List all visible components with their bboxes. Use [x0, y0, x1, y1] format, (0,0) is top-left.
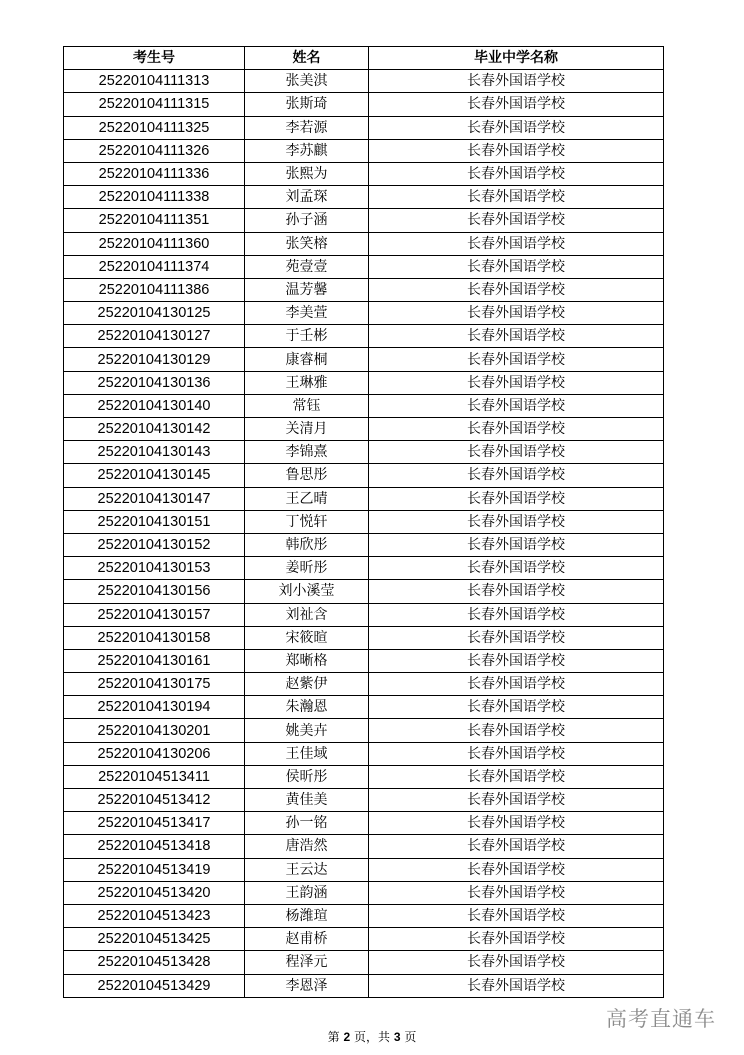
footer-page-number: 2 — [343, 1030, 351, 1044]
cell-student-id: 25220104111326 — [64, 139, 245, 162]
cell-school: 长春外国语学校 — [369, 209, 664, 232]
table-row — [64, 719, 664, 742]
cell-student-id: 25220104513412 — [64, 789, 245, 812]
cell-school: 长春外国语学校 — [369, 951, 664, 974]
cell-name: 温芳馨 — [245, 278, 369, 301]
roster-body — [64, 70, 664, 998]
cell-name: 张熙为 — [245, 162, 369, 185]
cell-student-id: 25220104513420 — [64, 881, 245, 904]
cell-student-id: 25220104130152 — [64, 533, 245, 556]
cell-student-id: 25220104513429 — [64, 974, 245, 997]
cell-name: 李若源 — [245, 116, 369, 139]
cell-student-id: 25220104130206 — [64, 742, 245, 765]
cell-student-id: 25220104111315 — [64, 93, 245, 116]
cell-school: 长春外国语学校 — [369, 974, 664, 997]
cell-school: 长春外国语学校 — [369, 348, 664, 371]
cell-student-id: 25220104130157 — [64, 603, 245, 626]
cell-name: 刘小溪莹 — [245, 580, 369, 603]
cell-school: 长春外国语学校 — [369, 765, 664, 788]
cell-school: 长春外国语学校 — [369, 673, 664, 696]
table-row — [64, 348, 664, 371]
header-row — [64, 47, 664, 70]
cell-student-id: 25220104130161 — [64, 649, 245, 672]
cell-school: 长春外国语学校 — [369, 93, 664, 116]
footer-suffix: 页 — [404, 1030, 417, 1044]
cell-student-id: 25220104130156 — [64, 580, 245, 603]
table-row — [64, 139, 664, 162]
cell-name: 韩欣彤 — [245, 533, 369, 556]
cell-name: 赵甫桥 — [245, 928, 369, 951]
cell-student-id: 25220104111374 — [64, 255, 245, 278]
cell-school: 长春外国语学校 — [369, 441, 664, 464]
cell-school: 长春外国语学校 — [369, 580, 664, 603]
table-row — [64, 649, 664, 672]
table-row — [64, 70, 664, 93]
cell-school: 长春外国语学校 — [369, 812, 664, 835]
cell-school: 长春外国语学校 — [369, 255, 664, 278]
table-row — [64, 325, 664, 348]
cell-name: 康睿桐 — [245, 348, 369, 371]
table-row — [64, 974, 664, 997]
cell-school: 长春外国语学校 — [369, 394, 664, 417]
cell-student-id: 25220104130175 — [64, 673, 245, 696]
cell-school: 长春外国语学校 — [369, 557, 664, 580]
table-row — [64, 928, 664, 951]
table-row — [64, 626, 664, 649]
cell-name: 孙一铭 — [245, 812, 369, 835]
cell-name: 丁悦轩 — [245, 510, 369, 533]
cell-school: 长春外国语学校 — [369, 162, 664, 185]
table-row — [64, 533, 664, 556]
header-student-id: 考生号 — [64, 47, 245, 70]
watermark: 高考直通车 — [606, 1007, 716, 1031]
table-row — [64, 116, 664, 139]
cell-student-id: 25220104130142 — [64, 418, 245, 441]
cell-name: 刘孟琛 — [245, 186, 369, 209]
cell-name: 王琳雅 — [245, 371, 369, 394]
table-row — [64, 904, 664, 927]
cell-name: 赵紫伊 — [245, 673, 369, 696]
cell-name: 姜昕彤 — [245, 557, 369, 580]
cell-name: 张斯琦 — [245, 93, 369, 116]
cell-school: 长春外国语学校 — [369, 487, 664, 510]
table-row — [64, 394, 664, 417]
cell-school: 长春外国语学校 — [369, 881, 664, 904]
cell-school: 长春外国语学校 — [369, 186, 664, 209]
cell-school: 长春外国语学校 — [369, 510, 664, 533]
cell-student-id: 25220104513425 — [64, 928, 245, 951]
table-row — [64, 696, 664, 719]
table-row — [64, 835, 664, 858]
cell-student-id: 25220104130127 — [64, 325, 245, 348]
cell-school: 长春外国语学校 — [369, 649, 664, 672]
cell-school: 长春外国语学校 — [369, 70, 664, 93]
cell-name: 李锦熹 — [245, 441, 369, 464]
cell-name: 黄佳美 — [245, 789, 369, 812]
cell-name: 于壬彬 — [245, 325, 369, 348]
cell-name: 刘祉含 — [245, 603, 369, 626]
cell-name: 侯昕彤 — [245, 765, 369, 788]
cell-student-id: 25220104513418 — [64, 835, 245, 858]
cell-name: 姚美卉 — [245, 719, 369, 742]
cell-name: 张美淇 — [245, 70, 369, 93]
cell-school: 长春外国语学校 — [369, 928, 664, 951]
cell-school: 长春外国语学校 — [369, 858, 664, 881]
table-row — [64, 464, 664, 487]
cell-student-id: 25220104130143 — [64, 441, 245, 464]
cell-student-id: 25220104130158 — [64, 626, 245, 649]
table-row — [64, 232, 664, 255]
cell-school: 长春外国语学校 — [369, 835, 664, 858]
cell-name: 张笑榕 — [245, 232, 369, 255]
footer-prefix: 第 — [327, 1030, 340, 1044]
cell-name: 王云达 — [245, 858, 369, 881]
cell-school: 长春外国语学校 — [369, 139, 664, 162]
table-row — [64, 255, 664, 278]
cell-student-id: 25220104513411 — [64, 765, 245, 788]
cell-name: 苑壹壹 — [245, 255, 369, 278]
cell-school: 长春外国语学校 — [369, 742, 664, 765]
cell-name: 李恩泽 — [245, 974, 369, 997]
cell-school: 长春外国语学校 — [369, 278, 664, 301]
cell-student-id: 25220104130153 — [64, 557, 245, 580]
table-row — [64, 557, 664, 580]
cell-school: 长春外国语学校 — [369, 533, 664, 556]
cell-name: 王乙晴 — [245, 487, 369, 510]
cell-name: 朱瀚恩 — [245, 696, 369, 719]
cell-school: 长春外国语学校 — [369, 116, 664, 139]
cell-student-id: 25220104130151 — [64, 510, 245, 533]
cell-school: 长春外国语学校 — [369, 464, 664, 487]
cell-student-id: 25220104111325 — [64, 116, 245, 139]
cell-student-id: 25220104130136 — [64, 371, 245, 394]
cell-student-id: 25220104111338 — [64, 186, 245, 209]
table-row — [64, 418, 664, 441]
cell-school: 长春外国语学校 — [369, 603, 664, 626]
cell-school: 长春外国语学校 — [369, 719, 664, 742]
cell-student-id: 25220104130147 — [64, 487, 245, 510]
roster-table — [63, 46, 664, 998]
cell-student-id: 25220104130194 — [64, 696, 245, 719]
cell-school: 长春外国语学校 — [369, 418, 664, 441]
cell-student-id: 25220104513423 — [64, 904, 245, 927]
table-row — [64, 951, 664, 974]
table-row — [64, 742, 664, 765]
cell-student-id: 25220104513417 — [64, 812, 245, 835]
table-row — [64, 278, 664, 301]
cell-name: 常钰 — [245, 394, 369, 417]
cell-student-id: 25220104130129 — [64, 348, 245, 371]
cell-name: 王佳域 — [245, 742, 369, 765]
cell-name: 李美萱 — [245, 302, 369, 325]
table-row — [64, 186, 664, 209]
cell-school: 长春外国语学校 — [369, 789, 664, 812]
table-row — [64, 765, 664, 788]
header-name: 姓名 — [245, 47, 369, 70]
cell-student-id: 25220104513428 — [64, 951, 245, 974]
cell-name: 关清月 — [245, 418, 369, 441]
cell-student-id: 25220104513419 — [64, 858, 245, 881]
table-row — [64, 812, 664, 835]
cell-student-id: 25220104130201 — [64, 719, 245, 742]
table-row — [64, 858, 664, 881]
cell-name: 鲁思彤 — [245, 464, 369, 487]
cell-school: 长春外国语学校 — [369, 232, 664, 255]
table-row — [64, 371, 664, 394]
cell-name: 郑晰格 — [245, 649, 369, 672]
cell-student-id: 25220104130145 — [64, 464, 245, 487]
table-row — [64, 93, 664, 116]
table-row — [64, 487, 664, 510]
table-row — [64, 302, 664, 325]
cell-student-id: 25220104111386 — [64, 278, 245, 301]
cell-student-id: 25220104130125 — [64, 302, 245, 325]
cell-school: 长春外国语学校 — [369, 696, 664, 719]
cell-student-id: 25220104111360 — [64, 232, 245, 255]
cell-student-id: 25220104130140 — [64, 394, 245, 417]
table-row — [64, 441, 664, 464]
cell-student-id: 25220104111336 — [64, 162, 245, 185]
cell-name: 唐浩然 — [245, 835, 369, 858]
cell-name: 王韵涵 — [245, 881, 369, 904]
cell-school: 长春外国语学校 — [369, 302, 664, 325]
header-school: 毕业中学名称 — [369, 47, 664, 70]
cell-school: 长春外国语学校 — [369, 626, 664, 649]
cell-name: 孙子涵 — [245, 209, 369, 232]
table-row — [64, 789, 664, 812]
cell-name: 杨潍瑄 — [245, 904, 369, 927]
footer-total-pages: 3 — [393, 1030, 401, 1044]
cell-school: 长春外国语学校 — [369, 371, 664, 394]
footer-middle: 页，共 — [353, 1030, 390, 1044]
cell-school: 长春外国语学校 — [369, 325, 664, 348]
table-row — [64, 209, 664, 232]
table-row — [64, 673, 664, 696]
cell-name: 程泽元 — [245, 951, 369, 974]
cell-name: 宋筱暄 — [245, 626, 369, 649]
cell-school: 长春外国语学校 — [369, 904, 664, 927]
table-row — [64, 510, 664, 533]
cell-student-id: 25220104111313 — [64, 70, 245, 93]
table-row — [64, 881, 664, 904]
table-row — [64, 580, 664, 603]
table-row — [64, 162, 664, 185]
cell-student-id: 25220104111351 — [64, 209, 245, 232]
table-row — [64, 603, 664, 626]
cell-name: 李苏麒 — [245, 139, 369, 162]
